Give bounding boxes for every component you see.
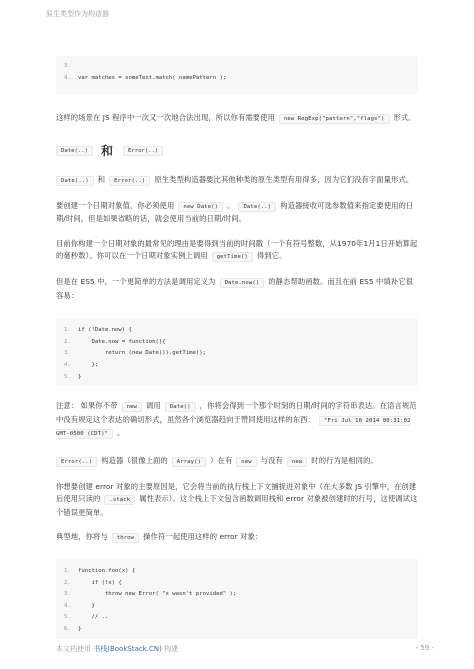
paragraph: Error(..) 构造器（很像上面的 Array() ）在有 new 与没有 new 时的行为是相同的。 xyxy=(56,455,418,469)
line-number: 3. xyxy=(64,591,71,598)
code-block xyxy=(56,318,418,386)
code-line xyxy=(64,337,408,349)
paragraph: 要创建一个日期对象值，你必须使用 new Date() 。 Date(..) 构造器接收可选参数值来指定要使用的日期/时间，但是如果省略的话，就会使用当前的日期/时间。 xyxy=(56,200,414,224)
inline-code: Date() xyxy=(165,402,196,412)
line-number: 5. xyxy=(64,373,71,380)
inline-code: Date(..) xyxy=(56,176,94,186)
inline-code: new RegExp("pattern","flags") xyxy=(279,114,390,124)
line-number: 3. xyxy=(64,63,71,69)
line-number: 1. xyxy=(64,327,71,334)
code-line xyxy=(64,325,408,337)
code-line xyxy=(64,589,408,601)
code-text: Date.now = function(){ xyxy=(78,338,166,345)
inline-code: Date.now() xyxy=(220,278,265,288)
code-line xyxy=(64,360,408,372)
inline-code: new xyxy=(122,402,142,412)
inline-code: Date(..) xyxy=(238,202,276,212)
section-heading: Date(..) 和 Error(..) xyxy=(56,142,418,161)
code-line xyxy=(64,624,408,636)
code-block xyxy=(56,56,418,94)
line-number: 4. xyxy=(64,362,71,369)
paragraph: Date(..) 和 Error(..) 原生类型构造器要比其他种类的原生类型有用得多，因为它们没有字面量形式。 xyxy=(56,174,418,188)
line-number: 1. xyxy=(64,568,71,574)
code-text: } xyxy=(78,373,82,380)
code-text: // .. xyxy=(78,614,109,621)
line-number: 5. xyxy=(64,614,71,621)
code-text: } xyxy=(78,602,95,609)
code-text: function foo(x) { xyxy=(78,568,136,574)
inline-code: Error(..) xyxy=(123,146,163,156)
inline-code: Error(..) xyxy=(56,457,97,467)
inline-code: Date(..) xyxy=(56,146,93,156)
code-line xyxy=(64,372,408,384)
footer-brand-link[interactable]: 书栈(BookStack.CN) xyxy=(93,645,162,653)
line-number: 4. xyxy=(64,74,71,81)
running-header: 原生类型作为构造器 xyxy=(46,10,109,18)
code-text: } xyxy=(78,625,82,632)
line-number: 2. xyxy=(64,338,71,345)
code-line xyxy=(64,348,408,360)
line-number: 4. xyxy=(64,602,71,609)
line-number: 2. xyxy=(64,579,71,586)
paragraph: 典型地，你将与 throw 操作符一起使用这样的 error 对象： xyxy=(56,532,263,542)
code-line xyxy=(64,612,408,624)
inline-code: getTime() xyxy=(212,252,253,262)
code-text: var matches = someText.match( namePattern ); xyxy=(78,74,227,81)
code-line xyxy=(64,61,408,73)
inline-code: Array() xyxy=(172,457,206,467)
paragraph: 注意： 如果你不带 new 调用 Date() ，你将会得到一个那个时刻的日期/时间的字符串表达。在语言规范中没有规定这个表达的确切形式，虽然各个浏览器趋向于赞同使用这样的东西： "Fri Jul 18 2014 00:31:02 GMT-0500 (CDT)" 。 xyxy=(56,401,417,438)
paragraph: 你想要创建 error 对象的主要原因是，它会将当前的执行栈上下文捕捉进对象中（在大多数 JS 引擎中，在创建后使用只读的 .stack 属性表示）。这个栈上下文包含函数调用栈和 error 对象被创建时的行号，这使调试这个错误更简单。 xyxy=(56,481,418,517)
code-text: if (!Date.now) { xyxy=(78,327,132,334)
code-text: throw new Error( "x wasn't provided" ); xyxy=(78,591,237,598)
page-content xyxy=(56,40,418,639)
page-number: - 59 - xyxy=(415,644,434,652)
code-line xyxy=(64,601,408,613)
inline-code: .stack xyxy=(104,495,135,505)
line-number: 6. xyxy=(64,625,71,632)
paragraph: 但是在 ES5 中，一个更简单的方法是调用定义为 Date.now() 的静态帮助函数。而且在前 ES5 中填补它很容易： xyxy=(56,277,414,300)
inline-code: new xyxy=(236,457,256,467)
inline-code: new Date() xyxy=(178,202,223,212)
code-text: }; xyxy=(78,362,99,369)
inline-code: throw xyxy=(112,533,139,543)
code-block xyxy=(56,559,418,639)
footer-credit: 本文档使用 书栈(BookStack.CN) 构建 xyxy=(56,645,179,653)
paragraph: 目前你构建一个日期对象的最常见的理由是要得到当前的时间戳（一个有符号整数，从1970年1月1日开始算起的毫秒数）。你可以在一个日期对象实例上调用 getTime() 得到它。 xyxy=(56,238,418,261)
code-line xyxy=(64,73,408,85)
code-text: if (!x) { xyxy=(78,579,122,586)
code-text: return (new Date()).getTime(); xyxy=(78,350,206,357)
line-number: 3. xyxy=(64,350,71,357)
inline-code: Error(..) xyxy=(109,176,150,186)
paragraph: 这样的场景在 JS 程序中一次又一次地合法出现，所以你有需要使用 new RegExp("pattern","flags") 形式。 xyxy=(56,113,416,122)
inline-code: new xyxy=(287,457,307,467)
code-line xyxy=(64,566,408,578)
code-line xyxy=(64,578,408,590)
inline-code: "Fri Jul 18 2014 00:31:02 GMT-0500 (CDT)" xyxy=(56,417,411,438)
